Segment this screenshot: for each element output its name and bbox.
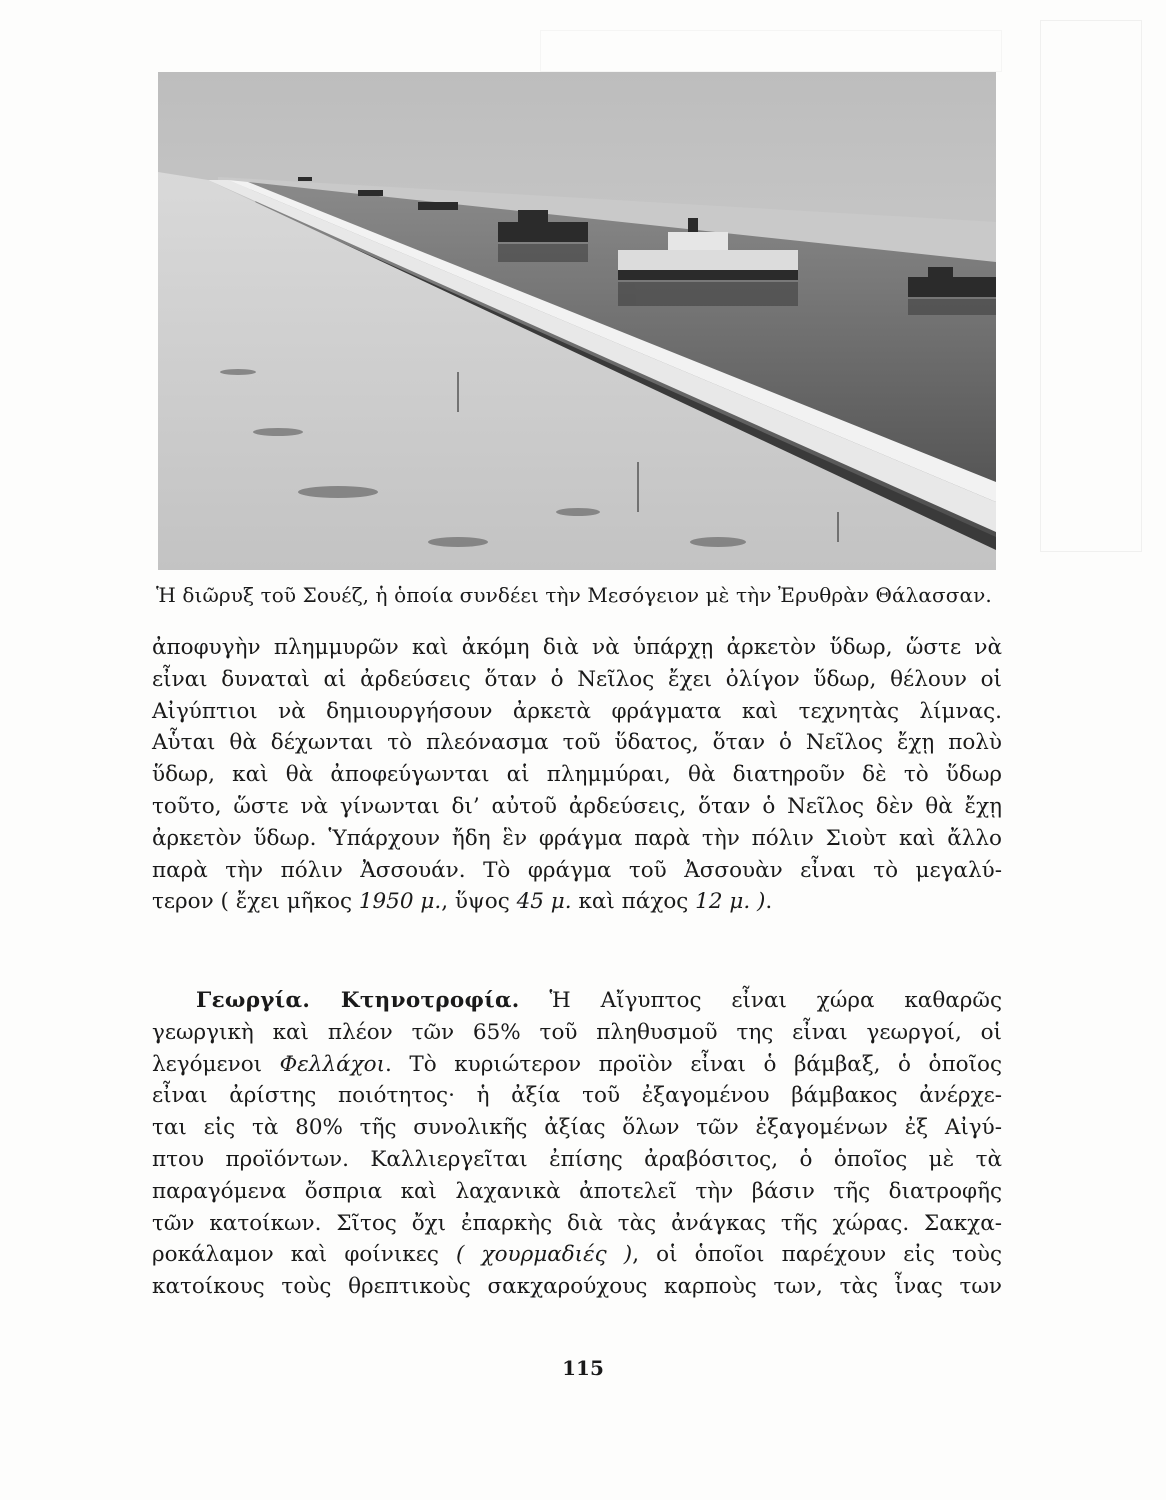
paragraph-irrigation bbox=[152, 632, 1002, 918]
text-line: τοῦτο, ὥστε νὰ γίνωνται δι’ αὐτοῦ ἀρδεύσεις, ὅταν ὁ Νεῖλος δὲν θὰ ἔχῃ bbox=[152, 793, 1002, 819]
text-line: τῶν κατοίκων. Σῖτος ὄχι ἐπαρκὴς διὰ τὰς ἀνάγκας τῆς χώρας. Σακχα- bbox=[152, 1210, 1002, 1236]
bleed-through-mark bbox=[1040, 20, 1142, 552]
dam-thickness: 12 μ. ) bbox=[695, 889, 766, 915]
text-line: Αἰγύπτιοι νὰ δημιουργήσουν ἀρκετὰ φράγματα καὶ τεχνητὰς λίμνας. bbox=[152, 698, 1002, 724]
text-run: τερον ( ἔχει μῆκος bbox=[152, 889, 359, 915]
figure-caption: Ἡ διῶρυξ τοῦ Σουέζ, ἡ ὁποία συνδέει τὴν Μεσόγειον μὲ τὴν Ἐρυθρὰν Θάλασσαν. bbox=[156, 583, 992, 607]
text-line: ἀρκετὸν ὕδωρ. Ὑπάρχουν ἤδη ἓν φράγμα παρὰ τὴν πόλιν Σιοὺτ καὶ ἄλλο bbox=[152, 825, 1002, 851]
text-line: ὕδωρ, καὶ θὰ ἀποφεύγωνται αἱ πλημμύραι, θὰ διατηροῦν δὲ τὸ ὕδωρ bbox=[152, 762, 1002, 788]
dam-length: 1950 μ. bbox=[358, 889, 442, 915]
text-run: , ὕψος bbox=[441, 889, 517, 915]
bleed-through-mark bbox=[540, 30, 1002, 72]
text-line bbox=[152, 1239, 1002, 1271]
text-run: . Τὸ κυριώτερον προϊὸν εἶναι ὁ βάμβαξ, ὁ ὁποῖος bbox=[385, 1051, 1002, 1077]
text-run: ροκάλαμον καὶ φοίνικες bbox=[152, 1242, 457, 1268]
text-line: παρὰ τὴν πόλιν Ἀσσουάν. Τὸ φράγμα τοῦ Ἀσσουὰν εἶναι τὸ μεγαλύ- bbox=[152, 857, 1002, 883]
text-line-dimensions bbox=[152, 886, 1002, 918]
text-line: εἶναι δυναταὶ αἱ ἀρδεύσεις ὅταν ὁ Νεῖλος ἔχει ὀλίγον ὕδωρ, θέλουν οἱ bbox=[152, 666, 1002, 692]
text-line: ται εἰς τὰ 80% τῆς συνολικῆς ἀξίας ὅλων τῶν ἐξαγομένων ἐξ Αἰγύ- bbox=[152, 1115, 1002, 1141]
dam-height: 45 μ. bbox=[516, 889, 572, 915]
fellahs-term: Φελλάχοι bbox=[279, 1051, 386, 1077]
text-line: ἀποφυγὴν πλημμυρῶν καὶ ἀκόμη διὰ νὰ ὑπάρχῃ ἀρκετὸν ὕδωρ, ὥστε νὰ bbox=[152, 635, 1002, 660]
text-line bbox=[152, 1049, 1002, 1081]
paragraph-agriculture bbox=[152, 985, 1002, 1303]
text-line: κατοίκους τοὺς θρεπτικοὺς σακχαρούχους καρποὺς των, τὰς ἶνας των bbox=[152, 1274, 1002, 1300]
text-line: Αὗται θὰ δέχωνται τὸ πλεόνασμα τοῦ ὕδατος, ὅταν ὁ Νεῖλος ἔχῃ πολὺ bbox=[152, 730, 1002, 756]
section-heading: Γεωργία. Κτηνοτροφία. bbox=[196, 988, 520, 1013]
text-run: λεγόμενοι bbox=[152, 1051, 280, 1077]
text-line-heading bbox=[152, 985, 1002, 1017]
text-run: . bbox=[765, 889, 773, 915]
dates-term: ( χουρμαδιές ) bbox=[456, 1242, 633, 1268]
text-line: παραγόμενα ὄσπρια καὶ λαχανικὰ ἀποτελεῖ τὴν βάσιν τῆς διατροφῆς bbox=[152, 1178, 1002, 1204]
text-line: γεωργικὴ καὶ πλέον τῶν 65% τοῦ πληθυσμοῦ της εἶναι γεωργοί, οἱ bbox=[152, 1019, 1002, 1045]
text-line: εἶναι ἀρίστης ποιότητος· ἡ ἀξία τοῦ ἐξαγομένου βάμβακος ἀνέρχε- bbox=[152, 1083, 1002, 1109]
text-line: πτου προϊόντων. Καλλιεργεῖται ἐπίσης ἀραβόσιτος, ὁ ὁποῖος μὲ τὰ bbox=[152, 1146, 1002, 1172]
text-run: Ἡ Αἴγυπτος εἶναι χώρα καθαρῶς bbox=[519, 988, 1002, 1013]
page-number: 115 bbox=[562, 1356, 604, 1380]
suez-canal-photo bbox=[158, 72, 996, 570]
text-run: καὶ πάχος bbox=[571, 889, 696, 915]
text-run: , οἱ ὁποῖοι παρέχουν εἰς τοὺς bbox=[632, 1242, 1002, 1268]
